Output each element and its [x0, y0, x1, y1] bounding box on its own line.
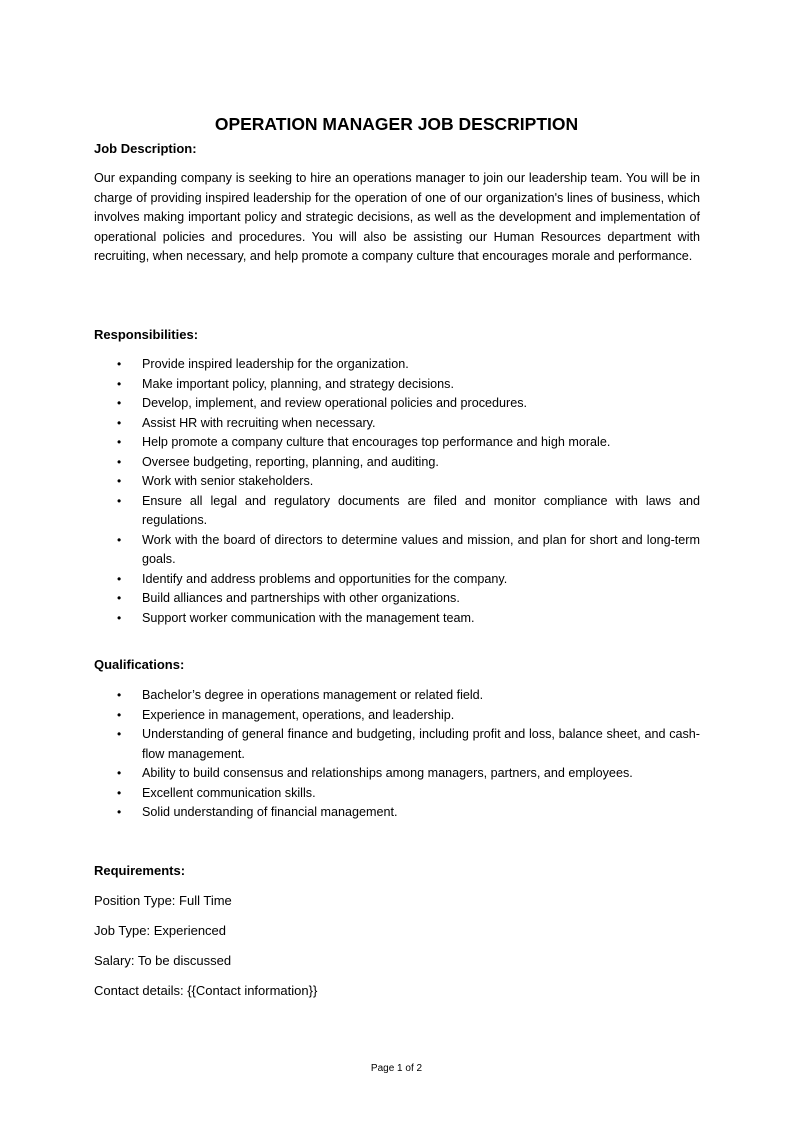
list-item — [94, 706, 700, 726]
bullet-icon: • — [117, 396, 122, 410]
bullet-icon: • — [117, 785, 122, 800]
bullet-icon: • — [117, 805, 122, 819]
responsibilities-list — [94, 355, 700, 628]
list-item-text: Assist HR with recruiting when necessary. — [142, 415, 376, 430]
list-item — [94, 453, 700, 473]
list-item-text: Bachelor’s degree in operations management or related field. — [142, 688, 484, 702]
list-item-text: Oversee budgeting, reporting, planning, and auditing. — [142, 454, 439, 469]
list-item-text: Excellent communication skills. — [142, 785, 316, 800]
list-item — [94, 803, 700, 823]
job-description-heading: Job Description: — [94, 141, 197, 156]
list-item — [94, 589, 700, 609]
bullet-icon: • — [117, 727, 122, 741]
list-item-text: Understanding of general finance and budgeting, including profit and loss, balance sheet, and cash-flow management. — [142, 727, 700, 761]
salary-text: Salary: To be discussed — [94, 953, 232, 968]
list-item-text: Support worker communication with the management team. — [142, 610, 475, 625]
bullet-icon: • — [117, 571, 122, 586]
list-item — [94, 472, 700, 492]
job-type-text: Job Type: Experienced — [94, 923, 227, 938]
list-item-text: Identify and address problems and opportunities for the company. — [142, 571, 508, 586]
bullet-icon: • — [117, 376, 122, 391]
bullet-icon: • — [117, 435, 122, 449]
list-item — [94, 355, 700, 375]
list-item-text: Experience in management, operations, and leadership. — [142, 707, 455, 722]
list-item-text: Work with senior stakeholders. — [142, 474, 314, 488]
list-item — [94, 570, 700, 590]
bullet-icon: • — [117, 610, 122, 625]
bullet-icon: • — [117, 591, 122, 605]
list-item-text: Provide inspired leadership for the organization. — [142, 357, 409, 371]
list-item-text: Work with the board of directors to determine values and mission, and plan for short and long-term goals. — [142, 532, 700, 566]
list-item — [94, 433, 700, 453]
job-description-text: Our expanding company is seeking to hire an operations manager to join our leadership team. You will be in charge of providing inspired leadership for the operation of one of our organization's lines of business, which involves making important policy and strategic decisions, as well as the development and implementation of operational policies and procedures. You will also be assisting our Human Resources department with recruiting, when necessary, and help promote a company culture that encourages morale and performance. — [94, 171, 700, 263]
bullet-icon: • — [117, 454, 122, 469]
list-item — [94, 686, 700, 706]
qualifications-list — [94, 686, 700, 823]
qualifications-heading: Qualifications: — [94, 657, 185, 672]
bullet-icon: • — [117, 357, 122, 371]
responsibilities-heading: Responsibilities: — [94, 327, 199, 342]
list-item-text: Help promote a company culture that encourages top performance and high morale. — [142, 435, 611, 449]
list-item — [94, 375, 700, 395]
bullet-icon: • — [117, 415, 122, 430]
list-item-text: Ensure all legal and regulatory documents are filed and monitor compliance with laws and regulations. — [142, 493, 700, 527]
bullet-icon: • — [117, 688, 122, 702]
document-title: OPERATION MANAGER JOB DESCRIPTION — [214, 114, 579, 134]
bullet-icon: • — [117, 707, 122, 722]
list-item-text: Solid understanding of financial management. — [142, 805, 398, 819]
bullet-icon: • — [117, 532, 122, 547]
list-item — [94, 394, 700, 414]
list-item — [94, 492, 700, 531]
bullet-icon: • — [117, 474, 122, 488]
list-item — [94, 764, 700, 784]
bullet-icon: • — [117, 766, 122, 780]
list-item — [94, 531, 700, 570]
requirements-heading: Requirements: — [94, 863, 186, 878]
position-type-text: Position Type: Full Time — [94, 893, 232, 908]
bullet-icon: • — [117, 493, 122, 508]
list-item-text: Ability to build consensus and relationships among managers, partners, and employees. — [142, 766, 633, 780]
list-item — [94, 725, 700, 764]
list-item — [94, 609, 700, 629]
list-item-text: Build alliances and partnerships with other organizations. — [142, 591, 460, 605]
contact-details-text: Contact details: {{Contact information}} — [94, 983, 318, 998]
list-item — [94, 784, 700, 804]
list-item — [94, 414, 700, 434]
page-number: Page 1 of 2 — [370, 1063, 423, 1074]
list-item-text: Make important policy, planning, and strategy decisions. — [142, 376, 454, 391]
list-item-text: Develop, implement, and review operational policies and procedures. — [142, 396, 528, 410]
